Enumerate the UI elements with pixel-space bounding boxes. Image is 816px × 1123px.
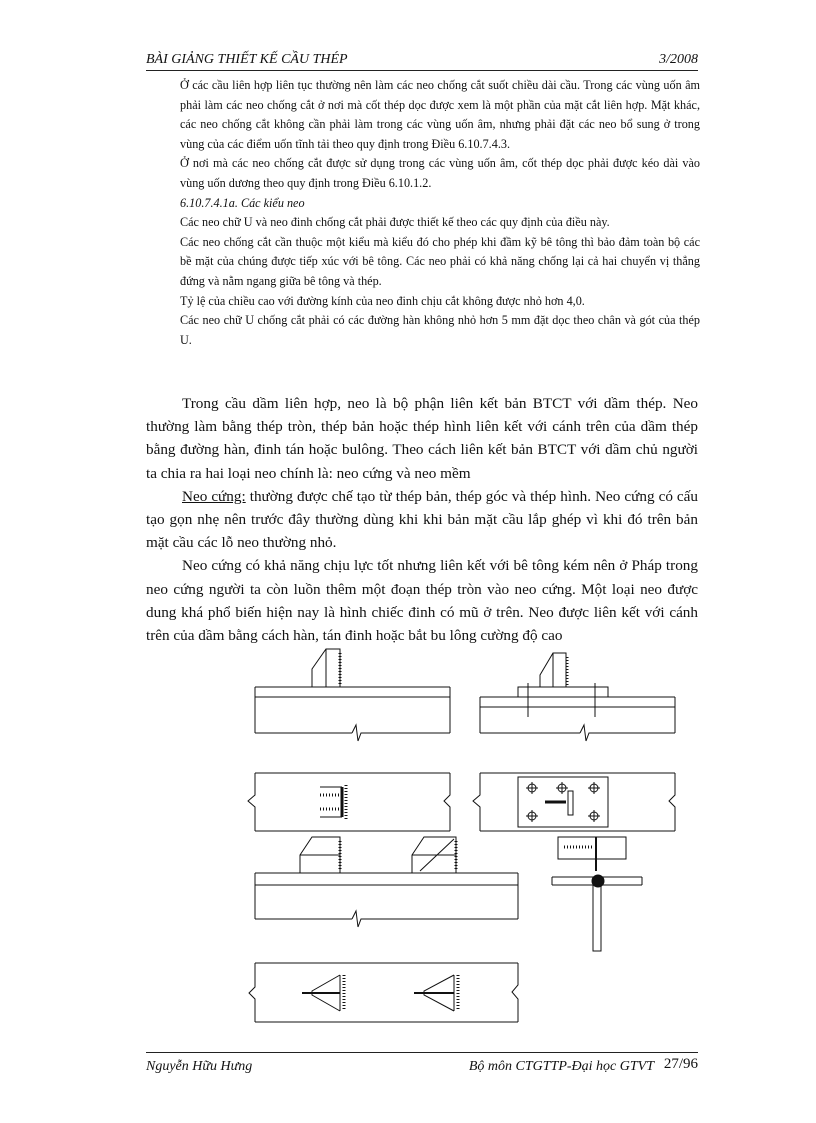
footer-department: Bộ môn CTGTTP-Đại học GTVT: [468, 1059, 654, 1074]
footer-author: Nguyễn Hữu Hưng: [146, 1059, 253, 1074]
elevation-view-2: [480, 653, 675, 741]
page-footer: [146, 1052, 698, 1077]
header-title: BÀI GIẢNG THIẾT KẾ CẦU THÉP: [146, 52, 348, 67]
plan-view-1: [248, 773, 450, 831]
body-text: thường được chế tạo từ thép bản, thép góc và thép hình. Neo cứng có cấu tạo gọn nhẹ nên trước đây thường dùng khi khi bản mặt cầu lắp ghép vì khi đó trên bản mặt cầu các lỗ neo thường nhỏ.: [146, 487, 698, 552]
page-number: 27/96: [663, 1056, 698, 1072]
shear-connector-figure: [240, 645, 690, 1035]
plan-view-2: [473, 773, 675, 831]
elevation-view-3: [255, 837, 518, 927]
body-paragraph: Neo cứng có khả năng chịu lực tốt nhưng liên kết với bê tông kém nên ở Pháp trong neo cứng người ta còn luồn thêm một đoạn thép tròn vào neo cứng. Một loại neo được dung khá phổ biến hiện nay là hình chiếc đinh có mũ ở trên. Neo được liên kết với cánh trên của dầm bằng cách hàn, tán đinh hoặc bắt bu lông cường độ cao: [146, 557, 698, 645]
page-header: [146, 50, 698, 71]
quote-paragraph: Ở nơi mà các neo chống cắt được sử dụng trong các vùng uốn âm, cốt thép dọc phải được kéo dài vào vùng uốn dương theo quy định trong Điều 6.10.1.2.: [180, 156, 700, 190]
plan-view-3: [249, 963, 518, 1022]
body-paragraph: Trong cầu dầm liên hợp, neo là bộ phận liên kết bản BTCT với dầm thép. Neo thường làm bằng thép tròn, thép bản hoặc thép hình liên kết với cánh trên của dầm thép bằng đường hàn, đinh tán hoặc bulông. Theo cách liên kết bản BTCT với dầm chủ người ta chia ra hai loại neo chính là: neo cứng và neo mềm: [146, 395, 698, 482]
main-text: [146, 392, 698, 647]
quote-paragraph: Các neo chữ U và neo đinh chống cắt phải được thiết kế theo các quy định của điều này.: [180, 215, 610, 230]
body-paragraph: [146, 485, 698, 555]
quote-paragraph: Tỷ lệ của chiều cao với đường kính của neo đinh chịu cắt không được nhỏ hơn 4,0.: [180, 293, 585, 308]
quote-paragraph: Các neo chống cắt cần thuộc một kiểu mà kiểu đó cho phép khi đầm kỹ bê tông thì bảo đảm toàn bộ các bề mặt của chúng được tiếp xúc với bê tông. Các neo phải có khả năng chống lại cả hai chuyển vị thẳng đứng và nằm ngang giữa bê tông và thép.: [180, 234, 700, 288]
quote-paragraph: Ở các cầu liên hợp liên tục thường nên làm các neo chống cắt suốt chiều dài cầu. Trong các vùng uốn âm phải làm các neo chống cắt ở nơi mà cốt thép dọc được xem là một phần của mặt cắt liên hợp. Mặt khác, các neo chống cắt không cần phải làm trong các vùng uốn âm, nhưng phải đặt các neo bổ sung ở trong vùng của các điểm uốn tĩnh tải theo quy định trong Điều 6.10.7.4.3.: [180, 78, 700, 151]
cross-section-view: [552, 837, 642, 951]
elevation-view-1: [255, 649, 450, 741]
term-rigid-connector: Neo cứng:: [182, 487, 246, 505]
quote-paragraph: Các neo chữ U chống cắt phải có các đường hàn không nhỏ hơn 5 mm đặt dọc theo chân và gót của thép U.: [180, 313, 700, 347]
quote-section-heading: 6.10.7.4.1a. Các kiểu neo: [180, 195, 305, 210]
code-quote-block: [180, 76, 700, 350]
header-date: 3/2008: [659, 52, 698, 67]
